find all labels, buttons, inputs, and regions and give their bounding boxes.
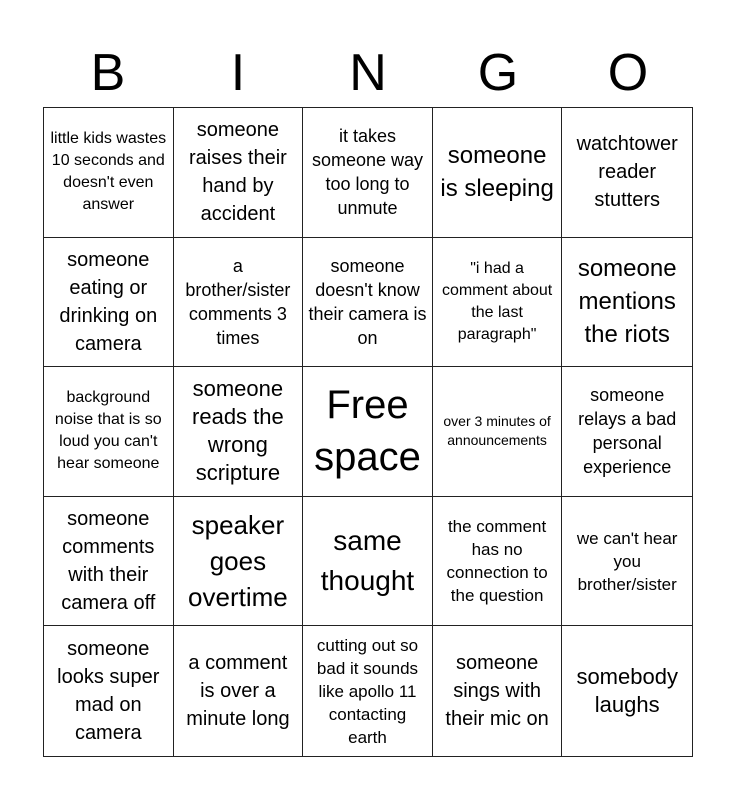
bingo-cell[interactable]	[44, 626, 174, 756]
cell-text: someone relays a bad personal experience	[578, 385, 677, 478]
bingo-cell[interactable]	[174, 108, 304, 238]
cell-text: "i had a comment about the last paragraph"	[441, 259, 553, 343]
header-letter-g: G	[477, 44, 519, 102]
cell-text: the comment has no connection to the question	[446, 517, 548, 606]
bingo-cell[interactable]	[44, 497, 174, 627]
bingo-cell[interactable]	[562, 238, 692, 368]
bingo-cell[interactable]	[303, 497, 433, 627]
header-letter-b: B	[90, 44, 126, 102]
cell-text: speaker goes overtime	[188, 510, 288, 613]
bingo-cell[interactable]	[433, 497, 563, 627]
bingo-cell[interactable]	[44, 238, 174, 368]
cell-text: it takes someone way too long to unmute	[311, 126, 424, 219]
cell-text: someone sings with their mic on	[445, 652, 549, 731]
cell-text: someone doesn't know their camera is on	[308, 255, 427, 348]
cell-text: someone mentions the riots	[577, 255, 677, 349]
bingo-cell[interactable]	[174, 367, 304, 497]
bingo-cell[interactable]	[174, 626, 304, 756]
cell-text: over 3 minutes of announcements	[443, 413, 551, 449]
bingo-cell[interactable]	[433, 238, 563, 368]
cell-text: same thought	[320, 525, 415, 597]
cell-text: someone reads the wrong scripture	[192, 376, 284, 486]
bingo-cell[interactable]	[562, 497, 692, 627]
bingo-cell[interactable]	[562, 367, 692, 497]
cell-text: we can't hear you brother/sister	[576, 528, 678, 594]
bingo-cell[interactable]	[174, 497, 304, 627]
cell-text: a brother/sister comments 3 times	[185, 255, 291, 348]
cell-text: someone eating or drinking on camera	[59, 248, 158, 355]
header-letter-n: N	[349, 44, 387, 102]
cell-text: someone looks super mad on camera	[57, 638, 160, 745]
cell-text: someone raises their hand by accident	[188, 119, 287, 226]
bingo-header	[43, 38, 693, 108]
cell-text: somebody laughs	[576, 664, 678, 718]
header-letter-i: I	[230, 44, 246, 102]
bingo-cell[interactable]	[433, 108, 563, 238]
bingo-cell[interactable]	[303, 626, 433, 756]
cell-text: cutting out so bad it sounds like apollo 11 contacting earth	[316, 635, 419, 747]
bingo-cell[interactable]	[44, 367, 174, 497]
header-letter-o: O	[607, 44, 649, 102]
cell-text: a comment is over a minute long	[186, 652, 290, 731]
bingo-cell[interactable]	[303, 238, 433, 368]
bingo-cell[interactable]	[174, 238, 304, 368]
bingo-cell[interactable]	[433, 367, 563, 497]
cell-text: someone is sleeping	[440, 142, 554, 203]
bingo-cell[interactable]	[562, 626, 692, 756]
bingo-cell[interactable]	[562, 108, 692, 238]
cell-text: someone comments with their camera off	[61, 508, 156, 615]
free-space-cell[interactable]	[303, 367, 433, 497]
bingo-board	[43, 107, 693, 757]
bingo-cell[interactable]	[433, 626, 563, 756]
cell-text: little kids wastes 10 seconds and doesn't even answer	[50, 130, 167, 214]
bingo-cell[interactable]	[303, 108, 433, 238]
cell-text: Free space	[314, 383, 421, 480]
bingo-cell[interactable]	[44, 108, 174, 238]
cell-text: watchtower reader stutters	[576, 133, 678, 212]
cell-text: background noise that is so loud you can't hear someone	[54, 389, 162, 473]
